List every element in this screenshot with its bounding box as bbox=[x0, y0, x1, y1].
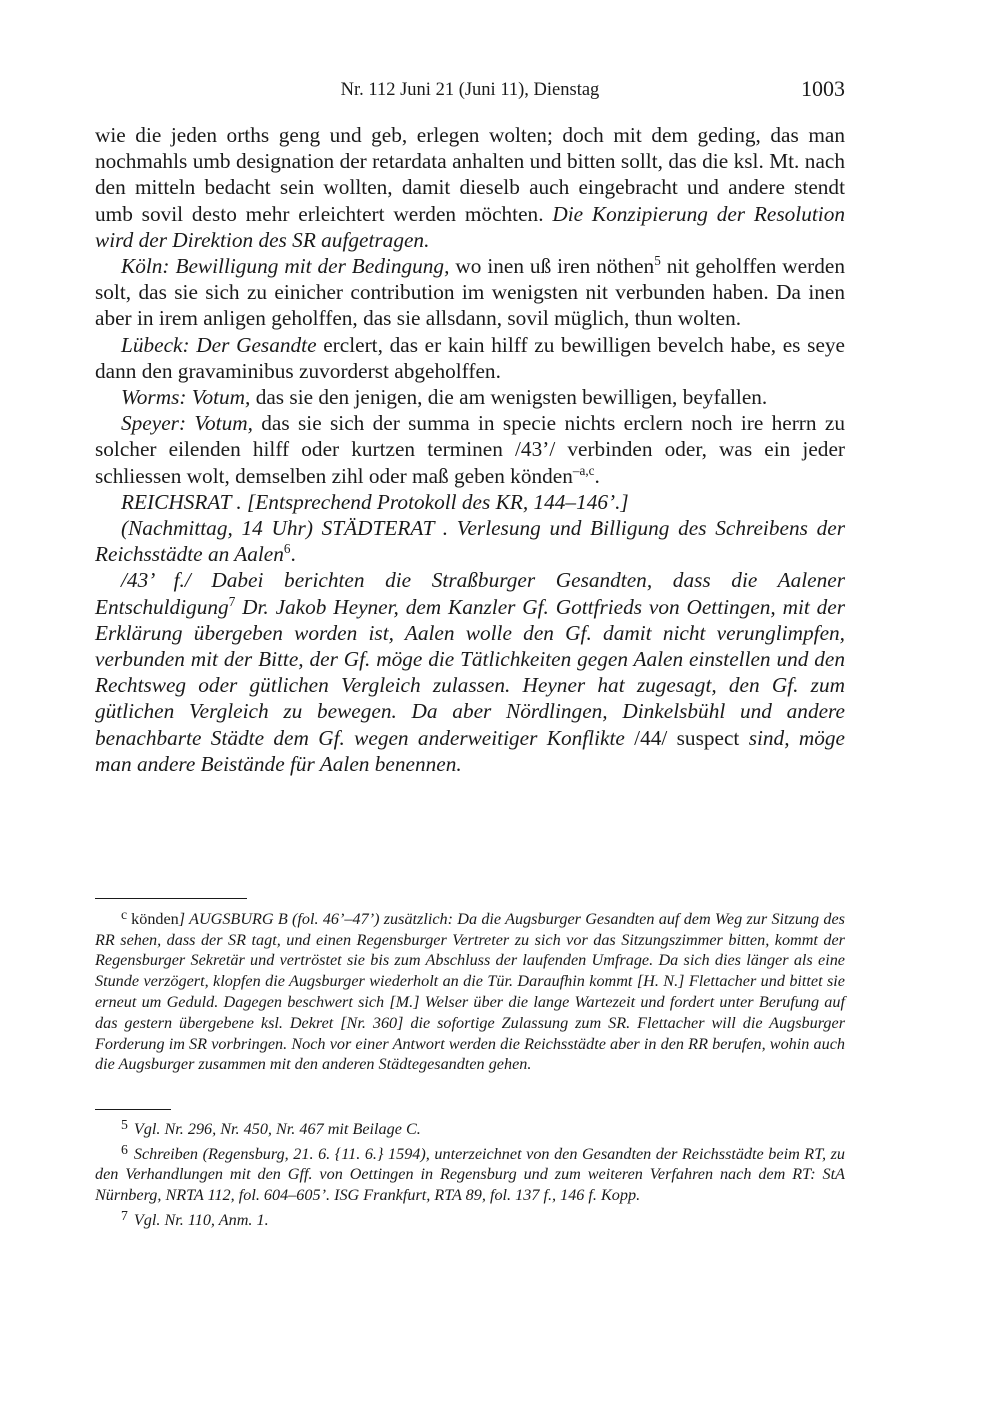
paragraph-worms: Worms: Votum, das sie den jenigen, die am wenigsten bewilligen, beyfallen. bbox=[121, 385, 768, 410]
page-number: 1003 bbox=[801, 76, 845, 101]
footnote-ref-5[interactable]: 5 bbox=[654, 252, 661, 268]
variant-apparatus-rule bbox=[95, 898, 247, 899]
paragraph-speyer: Speyer: Votum, das sie sich der summa in specie nichts erclern noch ire herrn zu solcher eilenden hilff oder kurtzen terminen /43’/ verbinden oder, was ein jeder schliessen wolt, demselben zihl oder maß geben könden$^{-a,c}$. bbox=[95, 411, 845, 488]
running-head: Nr. 112 Juni 21 (Juni 11), Dienstag bbox=[340, 80, 600, 100]
paragraph-resolution: wie die jeden orths geng und geb, erlegen wolten; doch mit dem geding, das man nochmahls umb designation der retardata anhalten und bitten sollt, das die ksl. Mt. nach den mitteln bedacht sein wollten, damit dieselb auch eingebracht und andere stendt umb sovil desto mehr erleichtert werden möchten. Die Konzipierung der Resolution wird der Direktion des SR aufgetragen. bbox=[95, 123, 845, 252]
variant-ref-a-c[interactable]: –a,c bbox=[572, 462, 595, 478]
paragraph-koeln: Köln: Bewilligung mit der Bedingung, wo inen uß iren nöthen$^5$ nit geholffen werden solt, das sie sich zu einicher contribution im wenigsten nit verbunden haben. Da inen aber in irem anligen geholffen, das sie allsdann, sovil müglich, thun wolten. bbox=[95, 252, 845, 331]
footnote-rule bbox=[95, 1109, 171, 1110]
paragraph-staedterat: (Nachmittag, 14 Uhr) STÄDTERAT . Verlesung und Billigung des Schreibens der Reichsstädte an Aalen$^6$. bbox=[95, 516, 845, 567]
footnote-marker: 6 bbox=[121, 1141, 128, 1157]
footnote-6: $^6$ Schreiben (Regensburg, 21. 6. {11. 6.} 1594), unterzeichnet von den Gesandten der Reichsstädte beim RT, zu den Verhandlungen mit den Gff. von Oettingen in Regensburg und zum weiteren Verfahren nach dem RT: StA Nürnberg, NRTA 112, fol. 604–605’. ISG Frankfurt, RTA 89, fol. 137 f., 146 f. Kopp. bbox=[95, 1141, 845, 1205]
page-header bbox=[95, 76, 845, 110]
footnote-7: $^7$ Vgl. Nr. 110, Anm. 1. bbox=[121, 1207, 269, 1229]
footnote-marker: 5 bbox=[121, 1117, 128, 1132]
footnote-marker: 7 bbox=[121, 1207, 128, 1223]
variant-note-c: $^c$ könden] AUGSBURG B (fol. 46’–47’) zusätzlich: Da die Augsburger Gesandten auf dem Weg zur Sitzung des RR sehen, dass der SR tagt, und einen Regensburger Vertreter zu sich vor das Sitzungszimmer bitten, kommt der Regensburger Sekretär und vertröstet sie bis zum Abschluss der laufenden Umfrage. Da sich dies länger als eine Stunde verzögert, klopfen die Augsburger wiederholt an die Tür. Daraufhin kommt [H. N.] Flettacher und bittet sie erneut um Geduld. Dagegen beschwert sich [M.] Welser über die lange Wartezeit und fordert unter Berufung auf das gestern übergebene ksl. Dekret [Nr. 360] die sofortige Zulassung zum SR. Flettacher will die Augsburger Forderung im SR vorbringen. Noch vor einer Antwort werden die Reichsstädte aber in den RR berufen, wohin auch die Augsburger zusammen mit den anderen Städtegesandten gehen. bbox=[95, 907, 845, 1074]
footnotes bbox=[95, 1115, 845, 1230]
variant-apparatus bbox=[95, 905, 845, 1075]
footnote-5: $^5$ Vgl. Nr. 296, Nr. 450, Nr. 467 mit Beilage C. bbox=[121, 1117, 421, 1138]
variant-marker: c bbox=[121, 907, 128, 922]
main-text bbox=[95, 122, 845, 777]
paragraph-reichsrat: REICHSRAT . [Entsprechend Protokoll des KR, 144–146’.] bbox=[121, 489, 629, 514]
footnote-ref-7[interactable]: 7 bbox=[228, 593, 236, 609]
paragraph-luebeck: Lübeck: Der Gesandte erclert, das er kain hilff zu bewilligen bevelch habe, es seye dann den gravaminibus zuvorderst abgeholffen. bbox=[95, 332, 845, 383]
footnote-ref-6[interactable]: 6 bbox=[283, 541, 291, 557]
paragraph-aalen: /43’ f./ Dabei berichten die Straßburger Gesandten, dass die Aalener Entschuldigung$^7$ Dr. Jakob Heyner, dem Kanzler Gf. Gottfrieds von Oettingen, mit der Erklärung übergeben worden ist, Aalen wolle den Gf. damit nicht verunglimpfen, verbunden mit der Bitte, der Gf. möge die Tätlichkeiten gegen Aalen einstellen und den Rechtsweg oder gütlichen Vergleich zulassen. Heyner hat zugesagt, den Gf. zum gütlichen Vergleich zu bewegen. Da aber Nördlingen, Dinkelsbühl und andere benachbarte Städte dem Gf. wegen anderweitiger Konflikte /44/ suspect sind, möge man andere Beistände für Aalen benennen. bbox=[95, 568, 845, 776]
